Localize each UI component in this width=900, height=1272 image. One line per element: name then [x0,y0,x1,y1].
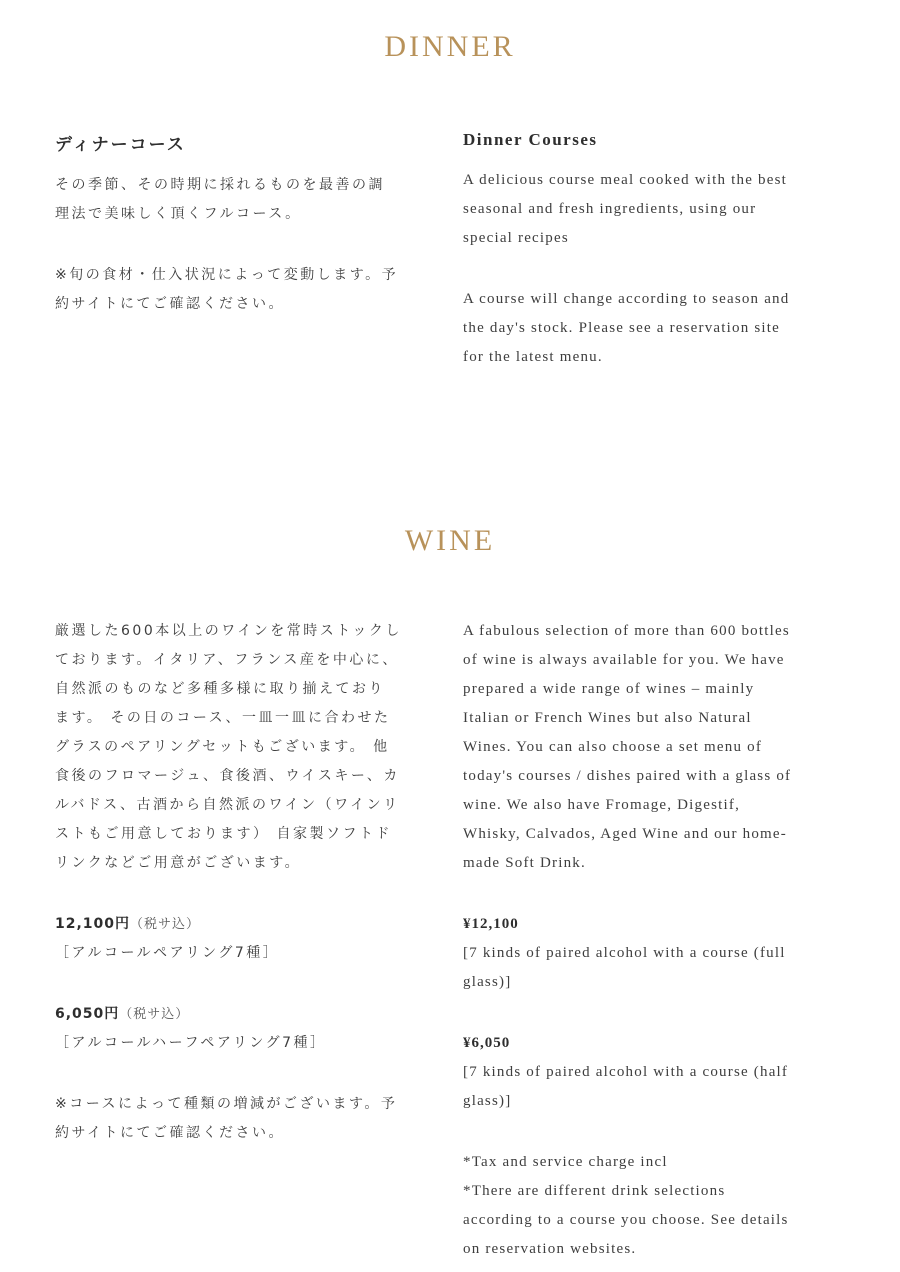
dinner-en-heading: Dinner Courses [463,130,598,149]
text-line: ております。イタリア、フランス産を中心に、 [55,652,399,668]
text-line: グラスのペアリングセットもございます。 他 [55,739,390,755]
wine-en-column [463,617,853,1264]
dinner-en-note [463,285,843,372]
text-line: wine. We also have Fromage, Digestif, [463,797,741,813]
wine-title: WINE [404,524,496,557]
price-line [55,910,415,939]
text-line: Wines. You can also choose a set menu of [463,739,763,755]
price-detail-line: glass)] [463,974,512,990]
price-amount: 6,050円 [55,1006,120,1022]
wine-jp-column [55,617,415,1148]
wine-en-price-half [463,1029,853,1116]
dinner-title: DINNER [384,30,516,63]
text-line: ※コースによって種類の増減がございます。予 [55,1096,398,1112]
text-line: *There are different drink selections [463,1183,726,1199]
wine-en-note [463,1148,853,1264]
wine-en-price-full [463,910,853,997]
dinner-jp-note [55,261,415,319]
text-line: ※旬の食材・仕入状況によって変動します。予 [55,267,399,283]
wine-jp-description [55,617,415,878]
text-line: ます。 その日のコース、一皿一皿に合わせた [55,710,391,726]
text-line: ルバドス、古酒から自然派のワイン（ワインリ [55,797,400,813]
price-detail-line: [7 kinds of paired alcohol with a course (half [463,1064,789,1080]
price-tax-note: （税サ込） [130,917,201,932]
dinner-en-description [463,166,843,253]
text-line: prepared a wide range of wines – mainly [463,681,755,697]
text-line: according to a course you choose. See details [463,1212,789,1228]
wine-jp-price-full [55,910,415,968]
text-line: for the latest menu. [463,349,603,365]
price-amount: ¥6,050 [463,1035,511,1051]
text-line: Whisky, Calvados, Aged Wine and our home- [463,826,787,842]
text-line: of wine is always available for you. We have [463,652,785,668]
text-line: *Tax and service charge incl [463,1154,668,1170]
dinner-jp-heading: ディナーコース [55,135,186,155]
text-line: 自然派のものなど多種多様に取り揃えており [55,681,385,697]
price-amount: ¥12,100 [463,916,519,932]
text-line: on reservation websites. [463,1241,637,1257]
text-line: Italian or French Wines but also Natural [463,710,752,726]
text-line: today's courses / dishes paired with a glass of [463,768,792,784]
wine-jp-price-half [55,1000,415,1058]
text-line: A course will change according to season and [463,291,790,307]
price-amount: 12,100円 [55,916,131,932]
text-line: 約サイトにてご確認ください。 [55,1125,286,1141]
text-line: seasonal and fresh ingredients, using our [463,201,757,217]
price-detail-line: [7 kinds of paired alcohol with a course (full [463,945,786,961]
text-line: made Soft Drink. [463,855,586,871]
price-detail-line: glass)] [463,1093,512,1109]
dinner-jp-description [55,171,415,229]
price-detail: ［アルコールペアリング7種］ [55,945,280,961]
text-line: 厳選した600本以上のワインを常時ストックし [55,623,402,639]
dinner-en-column [463,130,843,372]
text-line: 食後のフロマージュ、食後酒、ウイスキー、カ [55,768,400,784]
price-line [55,1000,415,1029]
text-line: A delicious course meal cooked with the best [463,172,787,188]
price-detail: ［アルコールハーフペアリング7種］ [55,1035,327,1051]
text-line: その季節、その時期に採れるものを最善の調 [55,177,385,193]
text-line: the day's stock. Please see a reservation site [463,320,780,336]
text-line: 理法で美味しく頂くフルコース。 [55,206,302,222]
text-line: ストもご用意しております） 自家製ソフトド [55,826,392,842]
text-line: リンクなどご用意がございます。 [55,855,302,871]
text-line: 約サイトにてご確認ください。 [55,296,286,312]
dinner-jp-column [55,130,415,319]
wine-jp-note [55,1090,415,1148]
price-tax-note: （税サ込） [119,1007,190,1022]
text-line: A fabulous selection of more than 600 bottles [463,623,790,639]
wine-en-description [463,617,853,878]
text-line: special recipes [463,230,569,246]
